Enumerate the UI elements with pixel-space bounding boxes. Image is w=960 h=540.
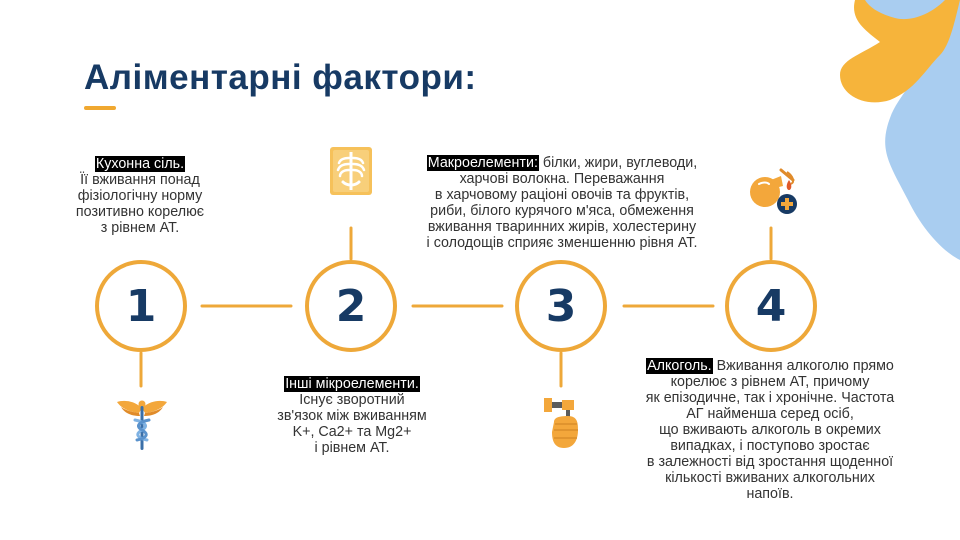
step-heading: Кухонна сіль. bbox=[95, 156, 185, 172]
step-line: і солодощів сприяє зменшенню рівня АТ. bbox=[426, 235, 698, 251]
step-line: з рівнем АТ. bbox=[100, 220, 180, 236]
step-heading-rest: білки, жири, вуглеводи, bbox=[538, 155, 698, 171]
step-line: і рівнем АТ. bbox=[314, 440, 390, 456]
step-number: 2 bbox=[335, 280, 367, 332]
step-heading: Алкоголь. bbox=[647, 358, 712, 374]
step-text-2 bbox=[262, 376, 442, 456]
step-heading: Макроелементи: bbox=[427, 155, 538, 171]
step-line: корелює з рівнем АТ, причому bbox=[670, 374, 870, 390]
step-text-1 bbox=[60, 156, 220, 236]
step-line: АГ найменша серед осіб, bbox=[686, 406, 854, 422]
step-line: харчові волокна. Переважання bbox=[459, 171, 665, 187]
step-line: K+, Ca2+ та Mg2+ bbox=[292, 424, 412, 440]
page-title: Аліментарні фактори: bbox=[84, 58, 477, 97]
step-circle-3 bbox=[515, 260, 607, 352]
step-line: кількості вживаних алкогольних bbox=[665, 470, 875, 486]
step-circle-1 bbox=[95, 260, 187, 352]
step-text-4 bbox=[610, 358, 930, 502]
caduceus-icon bbox=[115, 394, 169, 452]
step-number: 4 bbox=[755, 280, 787, 332]
step-line: Існує зворотний bbox=[299, 392, 405, 408]
atomizer-spray-icon bbox=[540, 394, 580, 450]
step-heading: Інші мікроелементи. bbox=[285, 376, 419, 392]
step-line: напоїв. bbox=[746, 486, 794, 502]
step-line: як епізодичне, так і хронічне. Частота bbox=[645, 390, 895, 406]
step-line: фізіологічну норму bbox=[77, 188, 203, 204]
xray-chest-icon bbox=[329, 146, 373, 196]
step-line: в залежності від зростання щоденної bbox=[646, 454, 894, 470]
step-line: вживання тваринних жирів, холестерину bbox=[427, 219, 697, 235]
step-circle-2 bbox=[305, 260, 397, 352]
step-circle-4 bbox=[725, 260, 817, 352]
step-text-3 bbox=[392, 155, 732, 251]
step-number: 1 bbox=[125, 280, 157, 332]
step-line: позитивно корелює bbox=[75, 204, 205, 220]
step-number: 3 bbox=[545, 280, 577, 332]
step-heading-rest: Вживання алкоголю прямо bbox=[712, 358, 894, 374]
step-line: що вживають алкоголь в окремих bbox=[659, 422, 881, 438]
step-line: випадках, і поступово зростає bbox=[670, 438, 870, 454]
step-line: риби, білого курячого м'яса, обмеження bbox=[430, 203, 694, 219]
enema-bulb-icon bbox=[745, 166, 809, 218]
step-line: Її вживання понад bbox=[80, 172, 200, 188]
step-line: в харчовому раціоні овочів та фруктів, bbox=[434, 187, 690, 203]
step-line: зв'язок між вживанням bbox=[277, 408, 427, 424]
